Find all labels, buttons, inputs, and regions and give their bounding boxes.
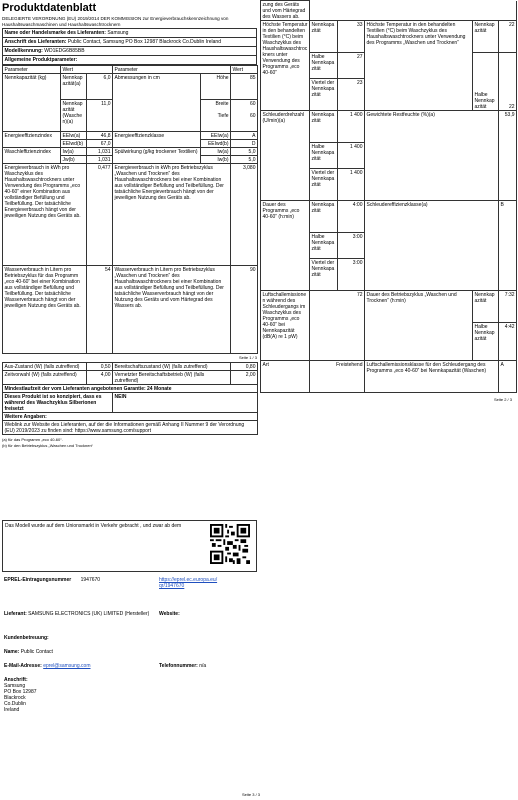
supplier-row: Name oder Handelsmarke des Lieferanten: Samsung [3,29,257,38]
supplier-section: Lieferant: SAMSUNG ELECTRONICS (UK) LIMITED (Hersteller) Website: [4,611,180,617]
general-params-row: Allgemeine Produktparameter: [3,56,257,65]
regulation-text: DELEGIERTE VERORDNUNG (EU) 2019/2014 DER KOMMISSION zur Energieverbrauchskennzeichnung von Haushaltswaschmaschinen und Haushaltswaschtrocknern [2,16,229,27]
email-link[interactable]: eprel@samsung.com [43,663,91,669]
params-table: Parameter Wert Parameter Wert Nennkapazität (kg) Nennkapazität(a) 6,0 Abmessungen in cm Höhe 85 Nennkapazität (Waschen)(a) 11,0 Breite Tiefe 60 60 Energieeffizienzindex EEIw(a) 46,8 Energieeffizienzklasse EEIw(a) A EEIwd(b) 67,0 EEIwd(b) D Waschleffizienzindex Iw(a) 1,031 Spülwirkung (g/kg trockener Textilien) Iw(a) 5,0 Jw(b) 1,031 Iw(b) 5,0 Energieverbrauch in kWh pro Waschzyklus des Haushaltswaschtrockners unter Verwendung des Programms „eco 40-60“ einer Kombination aus vollständiger Befüllung und Teilbefüllung. Der tatsächliche Energieverbrauch hängt von der jeweiligen Nutzung des Geräts ab. 0,477 Energieverbrauch in kWh pro Betriebszyklus „Waschen und Trocknen“ des Haushaltswaschtrockners bei einer Kombination aus vollständiger Befüllung und Teilbefüllung. Der tatsächliche Energieverbrauch hängt von der jeweiligen Nutzung des Geräts ab. 3,080 Wasserverbrauch in Litern pro Betriebszyklus für das Programm „eco 40-60“ bei einer Kombination aus vollständiger Befüllung und Teilbefüllung. Der tatsächliche Wasserverbrauch hängt von der jeweiligen Nutzung des Geräts ab. 54 Wasserverbrauch in Litern pro Betriebszyklus „Waschen und Trocknen“ des Haushaltswaschtrockners bei einer Kombination aus vollständiger Befüllung und Teilbefüllung. Der tatsächliche Wasserverbrauch hängt von der Nutzung des Geräts und vom Härtegrad des Wassers ab. 90 [2,65,258,354]
name-row: Name: Public Contact [4,649,53,655]
page-number-3: Seite 3 / 3 [242,792,261,797]
supplier-table [2,28,257,65]
model-row: Modellkennung: WD1EDG6B85BB [3,47,257,56]
eprel-link[interactable]: https://eprel.ec.europa.eu/qr/1947670 [159,577,218,589]
page2-table: zung des Geräts und vom Härtegrad des Wassers ab. Höchste Temperatur in den behandelten Textilien (°C) beim Waschzyklus des Haushaltswaschtrockners unter Verwendung des Programms „eco 40-60“ Nennkapazität 33 Höchste Temperatur in den behandelten Textilien (°C) beim Waschzyklus des Haushaltswaschtrockners unter Verwendung des Programms „Waschen und Trocknen“ Nennkapazität 22 Halbe Nennkapazität 27 Halbe Nennkapazität 22 Viertel der Nennkapazität 23 Schleuderdrehzahl (U/min)(a) Nennkapazität 1 400 Gewichtete Restfeuchte (%)(a) 53,9 Halbe Nennkapazität 1 400 Viertel der Nennkapazität 1 400 Dauer des Programms „eco 40-60“ (h:min) Nennkapazität 4:00 Schleudereffizienzklasse(a) B Halbe Nennkapazität 3:00 Viertel der Nennkapazität 3:00 Luftschallemissionen während des Schleudergangs im Waschzyklus des Programms „eco 40-60“ bei Nennkapazität (dB(A) re 1 pW) 72 Dauer des Betriebszyklus „Waschen und Trocknen“ (h:min) Nennkapazität 7:32 Halbe Nennkapazität 4:42 Art Freistehend Luftschallemissionsklasse für den Schleudergang des Programms „eco 40-60“ bei Nennkapazität (Waschen) A [260,0,517,393]
address-row: Anschrift des Lieferanten: Public Contact, Samsung PO Box 12987 Blackrock Co.Dublin Ireland [3,38,257,47]
page-1 [2,2,257,449]
eprel-section: EPREL-Eintragungsnummer 1947670 https://eprel.ec.europa.eu/qr/1947670 [4,577,218,589]
qr-code-icon [210,524,250,564]
page-2 [260,0,516,401]
power-table: Aus-Zustand (W) (falls zutreffend) 0,50 Bereitschaftszustand (W) (falls zutreffend) 0,80 Zeitvorwahl (W) (falls zutreffend) 4,00 Vernetzter Bereitschaftsbetrieb (W) (falls zutreffend) 2,00 Mindestlaufzeit der vom Lieferanten angebotenen Garantie: 24 Monate Dieses Produkt ist so konzipiert, dass es während des Waschzyklus Silberionen freisetzt NEIN Weitere Angaben: Weblink zur Website des Lieferanten, auf der die Informationen gemäß Anhang II Nummer 9 der Verordnung (EU) 2019/2023 zu finden sind: https://www.samsung.com/support [4,363,256,434]
page-number-2: Seite 2 / 3 [493,397,512,402]
address-block: Anschrift: Samsung PO Box 12987 Blackrock Co.Dublin Ireland [4,677,37,713]
footnote-a: (a) für das Programm „eco 40-60“. [2,437,63,443]
footnote-b: (b) für den Betriebszyklus „Waschen und Trocknen“ [2,443,94,449]
page-number-1: Seite 1 / 3 [238,355,257,361]
page-title: Produktdatenblatt [2,2,97,14]
market-box: Das Modell wurde auf dem Unionsmarkt in Verkehr gebracht , und zwar ab dem [2,520,257,572]
page-3: Das Modell wurde auf dem Unionsmarkt in Verkehr gebracht , und zwar ab dem EPREL-Eintragungsnummer 1947670 https://eprel.ec.europa.eu/qr/1947670 Lieferant: SAMSUNG ELECTRONICS (UK) LIMITED (Hersteller) Website: Kundenbetreuung: Name: Public Contact E-Mail-Adresse: eprel@samsung.com Telefonnummer: n/a Anschrift: Samsung PO Box 12987 Blackrock Co.Dublin Ireland [2,520,257,713]
email-row: E-Mail-Adresse: eprel@samsung.com Telefonnummer: n/a [4,663,207,669]
